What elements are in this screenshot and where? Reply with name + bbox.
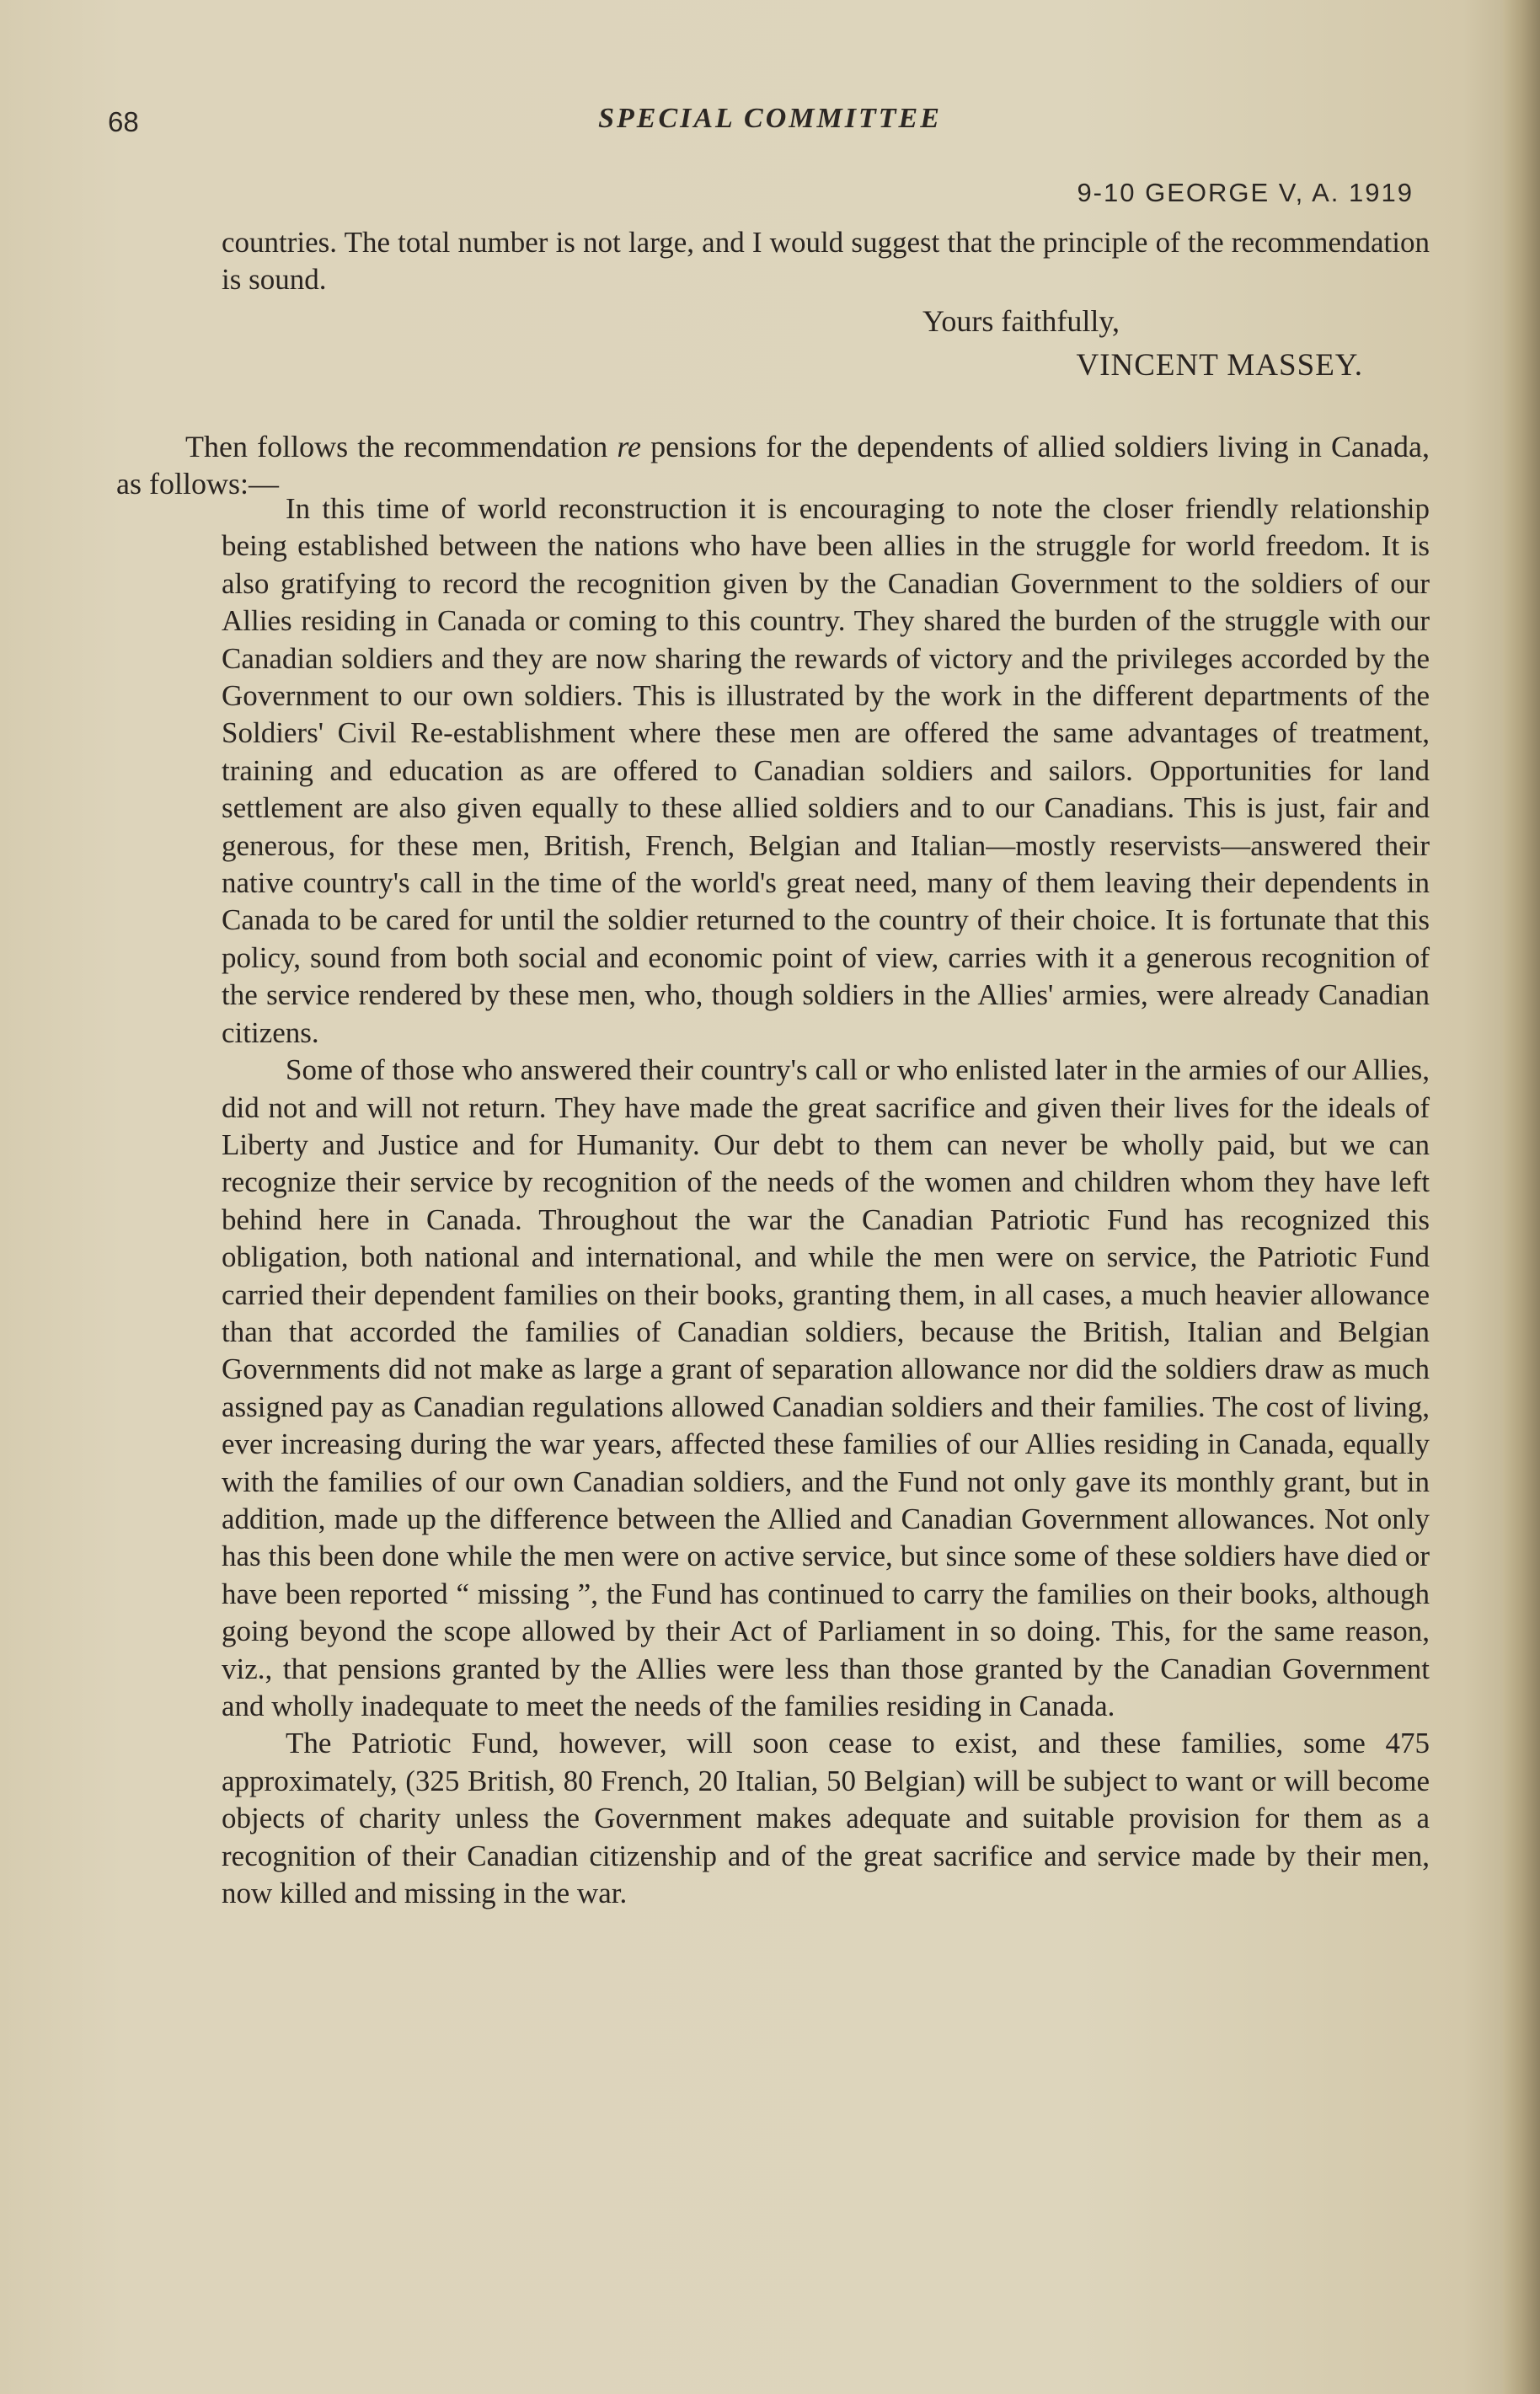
letter-continuation-text: countries. The total number is not large, and I would suggest that the principle of the recommendation is sound. [222, 226, 1430, 297]
letter-closing: Yours faithfully, [922, 304, 1120, 338]
intro-text-before: Then follows the recommendation [185, 430, 618, 463]
intro-text-after: pensions for the dependents of allied soldiers living in Canada, as follows:— [116, 430, 1430, 501]
recommendation-paragraph-3: The Patriotic Fund, however, will soon cease to exist, and these families, some 475 approximately, (325 British, 80 French, 20 Italian, 50 Belgian) will be subject to want or will become objects of charity unless the Government makes adequate and suitable provision for them as a recognition of their Canadian citizenship and of the great sacrifice and service made by their men, now killed and missing in the war. [222, 1727, 1430, 1910]
recommendation-paragraph-2: Some of those who answered their country's call or who enlisted later in the armies of our Allies, did not and will not return. They have made the great sacrifice and given their lives for the ideals of Liberty and Justice and for Humanity. Our debt to them can never be wholly paid, but we can recognize their service by recognition of the needs of the women and children whom they have left behind here in Canada. Throughout the war the Canadian Patriotic Fund has recognized this obligation, both national and international, and while the men were on service, the Patriotic Fund carried their dependent families on their books, granting them, in all cases, a much heavier allowance than that accorded the families of Canadian soldiers, because the British, Italian and Belgian Governments did not make as large a grant of separation allowance nor did the soldiers draw as much assigned pay as Canadian regulations allowed Canadian soldiers and their families. The cost of living, ever increasing during the war years, affected these families of our Allies residing in Canada, equally with the families of our own Canadian soldiers, and the Fund not only gave its monthly grant, but in addition, made up the difference between the Allied and Canadian Government allowances. Not only has this been done while the men were on active service, but since some of these soldiers have died or have been reported “ missing ”, the Fund has continued to carry the families on their books, although going beyond the scope allowed by their Act of Parliament in so doing. This, for the same reason, viz., that pensions granted by the Allies were less than those granted by the Canadian Government and wholly inadequate to meet the needs of the families residing in Canada. [222, 1053, 1430, 1722]
recommendation-paragraph-1: In this time of world reconstruction it is encouraging to note the closer friendly relationship being established between the nations who have been allies in the struggle for world freedom. It is also gratifying to record the recognition given by the Canadian Government to the soldiers of our Allies residing in Canada or coming to this country. They shared the burden of the struggle with our Canadian soldiers and they are now sharing the rewards of victory and the privileges accorded by the Government to our own soldiers. This is illustrated by the work in the different departments of the Soldiers' Civil Re-establishment where these men are offered the same advantages of treatment, training and education as are offered to Canadian soldiers and sailors. Opportunities for land settlement are also given equally to these allied soldiers and to our Canadians. This is just, fair and generous, for these men, British, French, Belgian and Italian—mostly reservists—answered their native country's call in the time of the world's great need, many of them leaving their dependents in Canada to be cared for until the soldier returned to the country of their choice. It is fortunate that this policy, sound from both social and economic point of view, carries with it a generous recognition of the service rendered by these men, who, though soldiers in the Allies' armies, were already Canadian citizens. [222, 492, 1430, 1049]
letter-signature: VINCENT MASSEY. [1076, 348, 1363, 383]
letter-continuation [222, 224, 1430, 299]
intro-term: re [617, 430, 641, 463]
session-reference: 9-10 GEORGE V, A. 1919 [1077, 178, 1414, 207]
page-edge-shadow [1503, 0, 1540, 2394]
page-number: 68 [108, 106, 139, 137]
running-head: SPECIAL COMMITTEE [598, 103, 942, 134]
recommendation-body [222, 490, 1430, 1912]
